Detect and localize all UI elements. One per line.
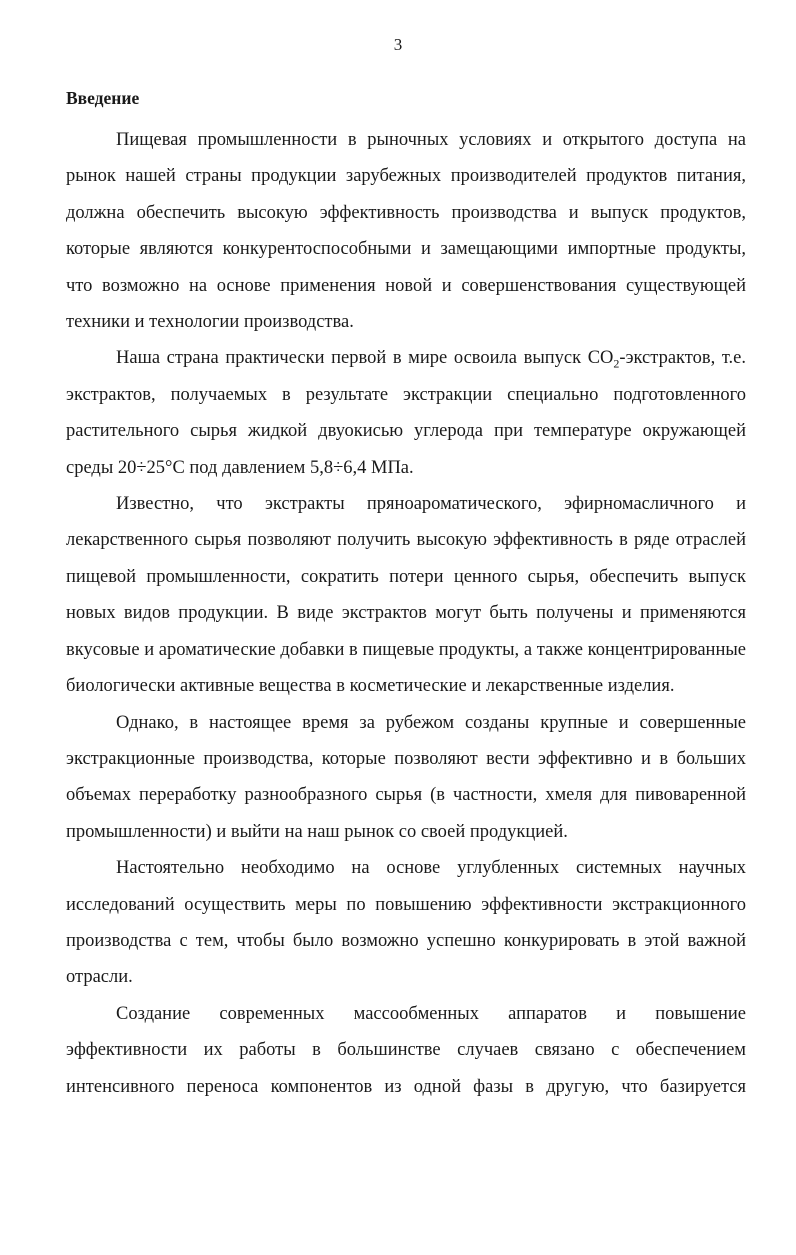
paragraph-2 bbox=[66, 340, 746, 486]
paragraph-3: Известно, что экстракты пряноароматического, эфирномасличного и лекарственного сырья позволяют получить высокую эффективность в ряде отраслей пищевой промышленности, сократить потери ценного сырья, обеспечить выпуск новых видов продукции. В виде экстрактов могут быть получены и применяются вкусовые и ароматические добавки в пищевые продукты, а также концентрированные биологически активные вещества в косметические и лекарственные изделия. bbox=[66, 494, 746, 697]
body-text bbox=[66, 122, 746, 1105]
paragraph-2-start: Наша страна практически первой в мире освоила выпуск CO bbox=[116, 348, 614, 369]
section-heading: Введение bbox=[66, 88, 140, 108]
page-number: 3 bbox=[393, 35, 403, 54]
paragraph-2-rest: -экстрактов, т.е. экстрактов, получаемых в результате экстракции специально подготовленного растительного сырья жидкой двуокисью углерода при температуре окружающей среды 20÷25°С под давлением 5,8÷6,4 МПа. bbox=[66, 348, 746, 478]
co2-subscript: 2 bbox=[613, 357, 620, 372]
paragraph-5: Настоятельно необходимо на основе углубленных системных научных исследований осуществить меры по повышению эффективности экстракционного производства с тем, чтобы было возможно успешно конкурировать в этой важной отрасли. bbox=[66, 858, 746, 988]
paragraph-6: Создание современных массообменных аппаратов и повышение эффективности их работы в большинстве случаев связано с обеспечением интенсивного переноса компонентов из одной фазы в другую, что базируется bbox=[66, 1003, 746, 1097]
paragraph-1: Пищевая промышленности в рыночных условиях и открытого доступа на рынок нашей страны продукции зарубежных производителей продуктов питания, должна обеспечить высокую эффективность производства и выпуск продуктов, которые являются конкурентоспособными и замещающими импортные продукты, что возможно на основе применения новой и совершенствования существующей техники и технологии производства. bbox=[66, 130, 746, 333]
paragraph-4: Однако, в настоящее время за рубежом созданы крупные и совершенные экстракционные производства, которые позволяют вести эффективно и в больших объемах переработку разнообразного сырья (в частности, хмеля для пивоваренной промышленности) и выйти на наш рынок со своей продукцией. bbox=[66, 712, 746, 842]
